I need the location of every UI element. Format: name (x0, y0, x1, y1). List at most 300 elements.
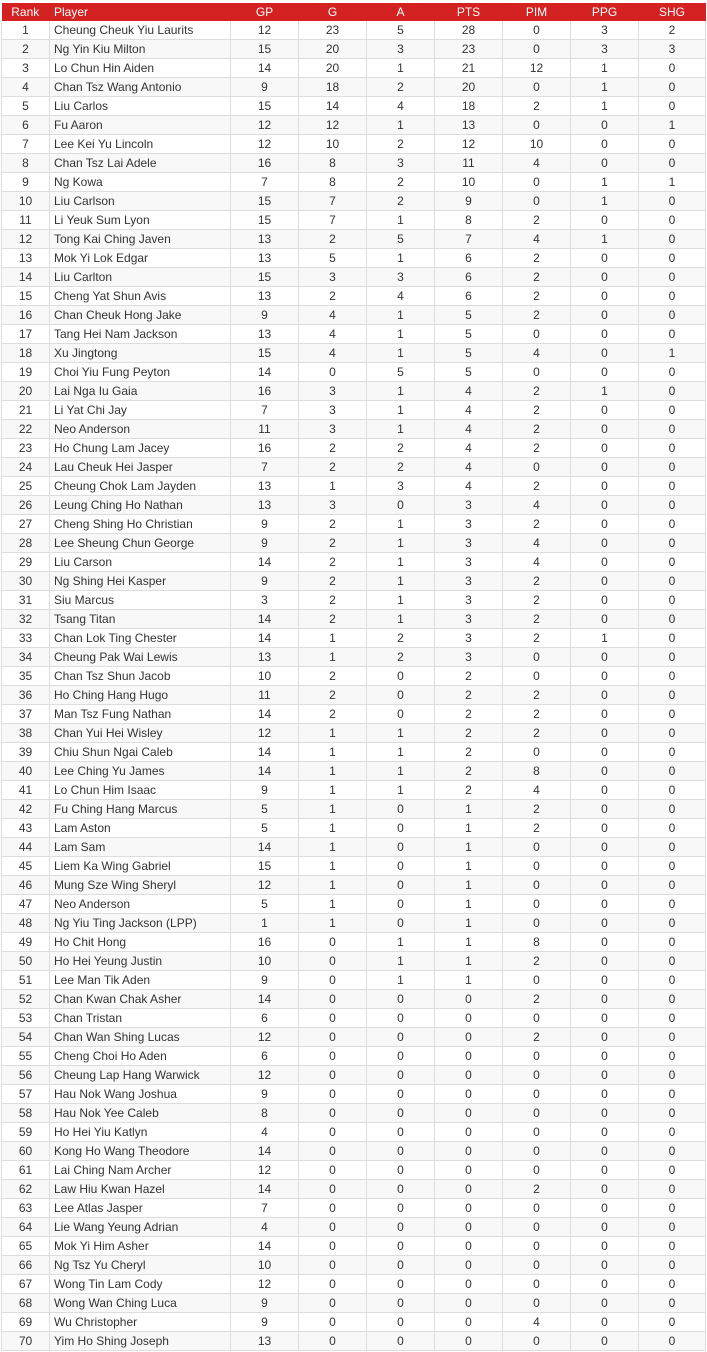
cell-ppg: 0 (571, 591, 639, 610)
cell-shg: 0 (639, 458, 706, 477)
cell-gp: 12 (231, 1028, 299, 1047)
cell-gp: 9 (231, 306, 299, 325)
header-a[interactable]: A (367, 3, 435, 21)
cell-gp: 14 (231, 1180, 299, 1199)
cell-gp: 9 (231, 1085, 299, 1104)
cell-gp: 13 (231, 1332, 299, 1351)
cell-pim: 0 (503, 1085, 571, 1104)
cell-player: Li Yat Chi Jay (50, 401, 231, 420)
cell-pts: 1 (435, 971, 503, 990)
cell-g: 23 (299, 21, 367, 40)
cell-ppg: 0 (571, 1066, 639, 1085)
cell-rank: 43 (2, 819, 50, 838)
cell-g: 0 (299, 1313, 367, 1332)
cell-shg: 0 (639, 477, 706, 496)
cell-pts: 8 (435, 211, 503, 230)
cell-rank: 38 (2, 724, 50, 743)
table-row (2, 781, 706, 800)
table-row (2, 1218, 706, 1237)
cell-ppg: 0 (571, 610, 639, 629)
cell-ppg: 0 (571, 1047, 639, 1066)
cell-a: 1 (367, 743, 435, 762)
cell-g: 2 (299, 230, 367, 249)
cell-pim: 2 (503, 1180, 571, 1199)
cell-a: 0 (367, 838, 435, 857)
cell-pim: 0 (503, 971, 571, 990)
cell-gp: 10 (231, 952, 299, 971)
cell-player: Lee Sheung Chun George (50, 534, 231, 553)
cell-player: Mung Sze Wing Sheryl (50, 876, 231, 895)
cell-pts: 0 (435, 1047, 503, 1066)
cell-g: 1 (299, 819, 367, 838)
cell-shg: 0 (639, 933, 706, 952)
cell-ppg: 0 (571, 363, 639, 382)
cell-gp: 14 (231, 705, 299, 724)
cell-shg: 0 (639, 325, 706, 344)
cell-shg: 0 (639, 192, 706, 211)
cell-pim: 2 (503, 97, 571, 116)
cell-a: 3 (367, 40, 435, 59)
cell-a: 2 (367, 173, 435, 192)
cell-player: Ng Kowa (50, 173, 231, 192)
table-row (2, 553, 706, 572)
cell-a: 0 (367, 667, 435, 686)
header-pts[interactable]: PTS (435, 3, 503, 21)
cell-pim: 0 (503, 1066, 571, 1085)
header-shg[interactable]: SHG (639, 3, 706, 21)
cell-ppg: 1 (571, 230, 639, 249)
cell-pim: 0 (503, 648, 571, 667)
cell-pim: 2 (503, 268, 571, 287)
cell-shg: 0 (639, 990, 706, 1009)
cell-g: 18 (299, 78, 367, 97)
cell-shg: 0 (639, 705, 706, 724)
table-row (2, 458, 706, 477)
cell-a: 0 (367, 1161, 435, 1180)
table-row (2, 1199, 706, 1218)
cell-shg: 0 (639, 1199, 706, 1218)
cell-pts: 4 (435, 420, 503, 439)
cell-player: Lam Sam (50, 838, 231, 857)
cell-gp: 12 (231, 135, 299, 154)
cell-a: 3 (367, 154, 435, 173)
cell-ppg: 0 (571, 249, 639, 268)
cell-pim: 0 (503, 1275, 571, 1294)
cell-shg: 0 (639, 306, 706, 325)
cell-pim: 0 (503, 363, 571, 382)
cell-player: Chan Cheuk Hong Jake (50, 306, 231, 325)
cell-g: 2 (299, 667, 367, 686)
cell-gp: 9 (231, 515, 299, 534)
cell-player: Ng Yin Kiu Milton (50, 40, 231, 59)
cell-rank: 56 (2, 1066, 50, 1085)
cell-a: 5 (367, 363, 435, 382)
cell-g: 8 (299, 154, 367, 173)
cell-player: Lo Chun Him Isaac (50, 781, 231, 800)
player-stats-table (1, 3, 706, 1351)
cell-a: 4 (367, 97, 435, 116)
cell-ppg: 0 (571, 705, 639, 724)
cell-player: Lee Kei Yu Lincoln (50, 135, 231, 154)
cell-a: 3 (367, 268, 435, 287)
table-header (2, 3, 706, 21)
cell-rank: 16 (2, 306, 50, 325)
header-player[interactable]: Player (50, 3, 231, 21)
cell-a: 0 (367, 1085, 435, 1104)
cell-player: Hau Nok Wang Joshua (50, 1085, 231, 1104)
cell-gp: 12 (231, 1066, 299, 1085)
cell-gp: 15 (231, 97, 299, 116)
cell-ppg: 0 (571, 534, 639, 553)
cell-gp: 9 (231, 1294, 299, 1313)
cell-g: 8 (299, 173, 367, 192)
cell-player: Wong Wan Ching Luca (50, 1294, 231, 1313)
cell-player: Chan Tsz Wang Antonio (50, 78, 231, 97)
cell-gp: 9 (231, 534, 299, 553)
cell-ppg: 0 (571, 287, 639, 306)
cell-pim: 2 (503, 515, 571, 534)
cell-pim: 2 (503, 420, 571, 439)
cell-pts: 0 (435, 1009, 503, 1028)
cell-pts: 0 (435, 1180, 503, 1199)
cell-player: Li Yeuk Sum Lyon (50, 211, 231, 230)
cell-ppg: 0 (571, 1218, 639, 1237)
table-row (2, 344, 706, 363)
cell-rank: 21 (2, 401, 50, 420)
cell-pts: 5 (435, 363, 503, 382)
cell-a: 1 (367, 420, 435, 439)
table-row (2, 439, 706, 458)
cell-shg: 0 (639, 534, 706, 553)
cell-ppg: 1 (571, 629, 639, 648)
table-row (2, 1104, 706, 1123)
cell-rank: 2 (2, 40, 50, 59)
cell-shg: 0 (639, 1294, 706, 1313)
cell-g: 0 (299, 1161, 367, 1180)
cell-pts: 9 (435, 192, 503, 211)
cell-gp: 7 (231, 401, 299, 420)
table-row (2, 135, 706, 154)
cell-a: 0 (367, 990, 435, 1009)
cell-shg: 0 (639, 648, 706, 667)
cell-shg: 1 (639, 344, 706, 363)
cell-ppg: 0 (571, 1142, 639, 1161)
cell-shg: 0 (639, 401, 706, 420)
cell-player: Cheung Pak Wai Lewis (50, 648, 231, 667)
cell-rank: 41 (2, 781, 50, 800)
cell-pts: 0 (435, 1294, 503, 1313)
cell-rank: 67 (2, 1275, 50, 1294)
cell-player: Law Hiu Kwan Hazel (50, 1180, 231, 1199)
cell-shg: 1 (639, 173, 706, 192)
cell-rank: 44 (2, 838, 50, 857)
table-row (2, 59, 706, 78)
cell-pim: 10 (503, 135, 571, 154)
cell-pts: 2 (435, 705, 503, 724)
cell-g: 7 (299, 192, 367, 211)
cell-shg: 0 (639, 1066, 706, 1085)
cell-player: Ng Yiu Ting Jackson (LPP) (50, 914, 231, 933)
cell-pts: 0 (435, 1275, 503, 1294)
cell-a: 2 (367, 78, 435, 97)
cell-ppg: 0 (571, 876, 639, 895)
cell-shg: 0 (639, 819, 706, 838)
cell-ppg: 0 (571, 439, 639, 458)
cell-pim: 0 (503, 192, 571, 211)
cell-pts: 0 (435, 1199, 503, 1218)
cell-a: 1 (367, 762, 435, 781)
cell-a: 2 (367, 439, 435, 458)
cell-pim: 0 (503, 325, 571, 344)
table-row (2, 762, 706, 781)
cell-g: 2 (299, 553, 367, 572)
cell-shg: 0 (639, 1104, 706, 1123)
cell-g: 2 (299, 686, 367, 705)
cell-g: 0 (299, 1180, 367, 1199)
table-row (2, 1066, 706, 1085)
cell-pts: 23 (435, 40, 503, 59)
cell-g: 14 (299, 97, 367, 116)
cell-pts: 3 (435, 572, 503, 591)
cell-g: 4 (299, 325, 367, 344)
cell-ppg: 0 (571, 667, 639, 686)
table-row (2, 534, 706, 553)
cell-a: 0 (367, 1047, 435, 1066)
cell-pts: 1 (435, 819, 503, 838)
cell-gp: 15 (231, 40, 299, 59)
cell-g: 2 (299, 515, 367, 534)
cell-g: 1 (299, 895, 367, 914)
cell-player: Hau Nok Yee Caleb (50, 1104, 231, 1123)
table-row (2, 78, 706, 97)
cell-shg: 0 (639, 515, 706, 534)
cell-gp: 5 (231, 819, 299, 838)
cell-pim: 2 (503, 610, 571, 629)
cell-pim: 0 (503, 116, 571, 135)
cell-rank: 9 (2, 173, 50, 192)
cell-a: 5 (367, 230, 435, 249)
table-row (2, 1161, 706, 1180)
cell-g: 4 (299, 344, 367, 363)
cell-pts: 1 (435, 952, 503, 971)
cell-ppg: 0 (571, 401, 639, 420)
cell-player: Cheng Yat Shun Avis (50, 287, 231, 306)
cell-rank: 37 (2, 705, 50, 724)
cell-gp: 12 (231, 1275, 299, 1294)
table-row (2, 819, 706, 838)
cell-pts: 0 (435, 1028, 503, 1047)
table-row (2, 306, 706, 325)
cell-ppg: 0 (571, 648, 639, 667)
cell-pim: 0 (503, 78, 571, 97)
cell-a: 0 (367, 1123, 435, 1142)
cell-player: Ho Hei Yiu Katlyn (50, 1123, 231, 1142)
cell-pts: 3 (435, 515, 503, 534)
cell-pts: 0 (435, 1256, 503, 1275)
cell-shg: 0 (639, 876, 706, 895)
cell-player: Lie Wang Yeung Adrian (50, 1218, 231, 1237)
header-gp[interactable]: GP (231, 3, 299, 21)
cell-gp: 13 (231, 287, 299, 306)
cell-rank: 33 (2, 629, 50, 648)
cell-a: 0 (367, 857, 435, 876)
cell-rank: 23 (2, 439, 50, 458)
cell-pim: 2 (503, 819, 571, 838)
cell-gp: 14 (231, 990, 299, 1009)
table-row (2, 686, 706, 705)
cell-a: 1 (367, 781, 435, 800)
cell-g: 0 (299, 971, 367, 990)
cell-ppg: 1 (571, 192, 639, 211)
table-row (2, 933, 706, 952)
cell-shg: 0 (639, 591, 706, 610)
cell-g: 0 (299, 1066, 367, 1085)
cell-g: 0 (299, 1142, 367, 1161)
cell-shg: 0 (639, 686, 706, 705)
cell-gp: 15 (231, 268, 299, 287)
cell-a: 0 (367, 1256, 435, 1275)
cell-g: 0 (299, 1104, 367, 1123)
cell-ppg: 0 (571, 1123, 639, 1142)
cell-gp: 15 (231, 211, 299, 230)
cell-pim: 0 (503, 1009, 571, 1028)
cell-a: 2 (367, 629, 435, 648)
cell-rank: 70 (2, 1332, 50, 1351)
cell-gp: 10 (231, 1256, 299, 1275)
table-row (2, 154, 706, 173)
cell-a: 0 (367, 1218, 435, 1237)
cell-gp: 8 (231, 1104, 299, 1123)
cell-pts: 0 (435, 1085, 503, 1104)
cell-player: Wong Tin Lam Cody (50, 1275, 231, 1294)
cell-gp: 4 (231, 1123, 299, 1142)
cell-player: Chan Kwan Chak Asher (50, 990, 231, 1009)
cell-player: Ho Chung Lam Jacey (50, 439, 231, 458)
table-row (2, 990, 706, 1009)
header-ppg[interactable]: PPG (571, 3, 639, 21)
header-pim[interactable]: PIM (503, 3, 571, 21)
cell-pim: 0 (503, 876, 571, 895)
cell-pts: 6 (435, 268, 503, 287)
cell-shg: 0 (639, 1275, 706, 1294)
cell-rank: 27 (2, 515, 50, 534)
table-row (2, 1237, 706, 1256)
table-row (2, 1085, 706, 1104)
cell-rank: 50 (2, 952, 50, 971)
table-row (2, 1256, 706, 1275)
cell-g: 1 (299, 781, 367, 800)
cell-shg: 0 (639, 268, 706, 287)
cell-a: 0 (367, 819, 435, 838)
cell-a: 0 (367, 496, 435, 515)
table-row (2, 401, 706, 420)
cell-ppg: 0 (571, 420, 639, 439)
cell-a: 2 (367, 192, 435, 211)
cell-shg: 0 (639, 154, 706, 173)
cell-pts: 2 (435, 781, 503, 800)
cell-shg: 0 (639, 914, 706, 933)
cell-shg: 0 (639, 211, 706, 230)
cell-shg: 0 (639, 1009, 706, 1028)
cell-rank: 69 (2, 1313, 50, 1332)
cell-rank: 24 (2, 458, 50, 477)
cell-player: Kong Ho Wang Theodore (50, 1142, 231, 1161)
cell-gp: 14 (231, 610, 299, 629)
cell-rank: 3 (2, 59, 50, 78)
cell-a: 0 (367, 1275, 435, 1294)
cell-rank: 18 (2, 344, 50, 363)
header-g[interactable]: G (299, 3, 367, 21)
table-row (2, 1123, 706, 1142)
cell-player: Wu Christopher (50, 1313, 231, 1332)
cell-ppg: 0 (571, 1294, 639, 1313)
cell-a: 1 (367, 971, 435, 990)
cell-player: Tang Hei Nam Jackson (50, 325, 231, 344)
cell-gp: 12 (231, 116, 299, 135)
cell-pim: 2 (503, 401, 571, 420)
table-row (2, 268, 706, 287)
cell-a: 1 (367, 553, 435, 572)
cell-g: 1 (299, 477, 367, 496)
cell-player: Ng Shing Hei Kasper (50, 572, 231, 591)
cell-pts: 10 (435, 173, 503, 192)
cell-shg: 0 (639, 572, 706, 591)
cell-g: 10 (299, 135, 367, 154)
cell-g: 0 (299, 1123, 367, 1142)
cell-shg: 0 (639, 59, 706, 78)
cell-player: Fu Aaron (50, 116, 231, 135)
cell-g: 1 (299, 800, 367, 819)
cell-g: 3 (299, 268, 367, 287)
cell-rank: 57 (2, 1085, 50, 1104)
cell-a: 1 (367, 952, 435, 971)
cell-shg: 0 (639, 762, 706, 781)
cell-gp: 14 (231, 553, 299, 572)
cell-pts: 0 (435, 1104, 503, 1123)
table-row (2, 477, 706, 496)
cell-ppg: 0 (571, 1028, 639, 1047)
cell-g: 1 (299, 857, 367, 876)
cell-ppg: 0 (571, 116, 639, 135)
cell-gp: 14 (231, 59, 299, 78)
header-rank[interactable]: Rank (2, 3, 50, 21)
cell-pts: 13 (435, 116, 503, 135)
cell-gp: 15 (231, 344, 299, 363)
cell-rank: 5 (2, 97, 50, 116)
cell-pim: 0 (503, 914, 571, 933)
cell-shg: 0 (639, 1313, 706, 1332)
cell-shg: 0 (639, 952, 706, 971)
cell-ppg: 0 (571, 1199, 639, 1218)
cell-pts: 1 (435, 838, 503, 857)
cell-shg: 0 (639, 1047, 706, 1066)
cell-player: Lo Chun Hin Aiden (50, 59, 231, 78)
cell-player: Neo Anderson (50, 895, 231, 914)
cell-rank: 12 (2, 230, 50, 249)
cell-player: Cheung Cheuk Yiu Laurits (50, 21, 231, 40)
cell-rank: 58 (2, 1104, 50, 1123)
cell-ppg: 0 (571, 344, 639, 363)
cell-ppg: 0 (571, 477, 639, 496)
cell-gp: 14 (231, 629, 299, 648)
cell-ppg: 1 (571, 97, 639, 116)
cell-g: 0 (299, 1275, 367, 1294)
cell-ppg: 0 (571, 895, 639, 914)
cell-rank: 51 (2, 971, 50, 990)
cell-g: 2 (299, 458, 367, 477)
cell-ppg: 0 (571, 211, 639, 230)
cell-rank: 39 (2, 743, 50, 762)
